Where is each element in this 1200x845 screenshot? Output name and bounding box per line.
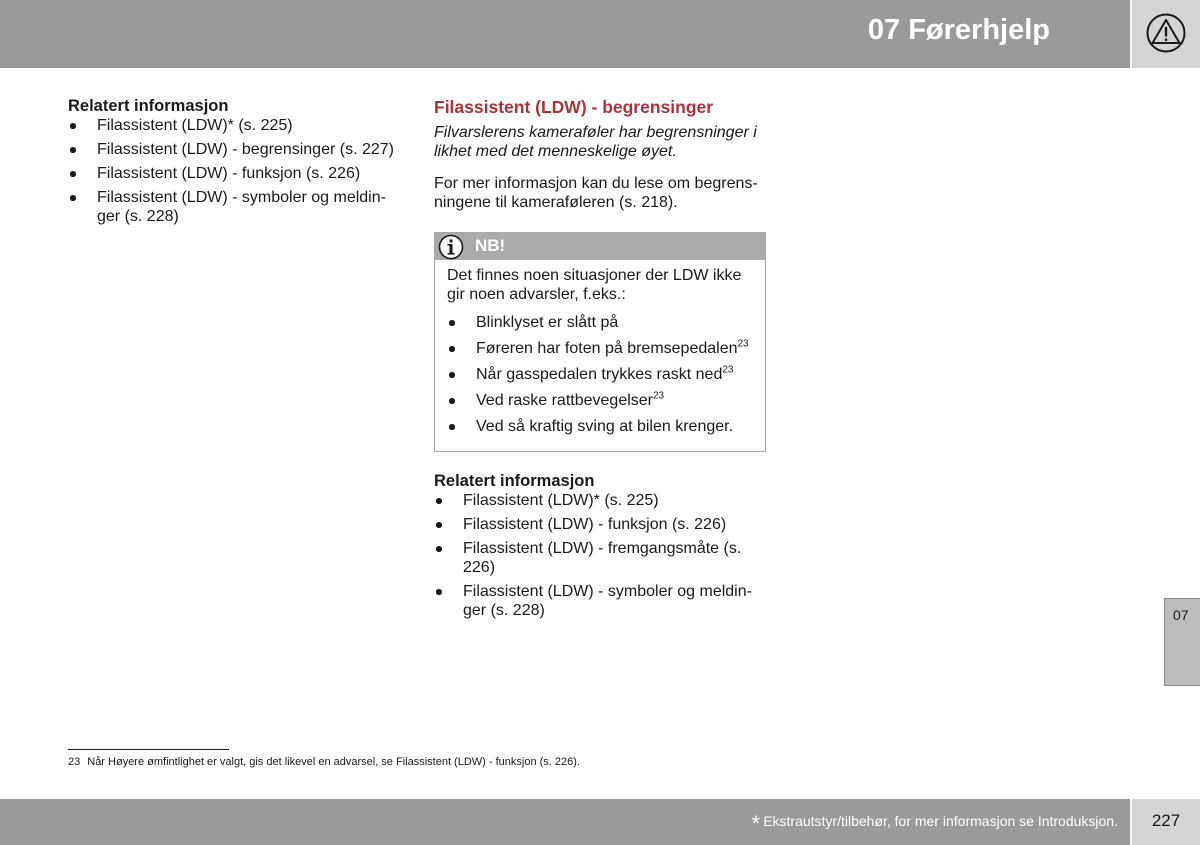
footnote-text: Når Høyere ømfintlighet er valgt, gis det likevel en advarsel, se Filassistent (LDW) - funksjon (s. 226). [87,756,580,768]
list-item [447,339,753,358]
warning-triangle-icon [1146,13,1186,53]
note-header [435,233,765,260]
note-text: Det finnes noen situasjoner der LDW ikke gir noen advarsler, f.eks.: [447,267,742,303]
footnote-ref: 23 [722,364,734,376]
footnote [68,756,580,768]
note-box [434,232,766,452]
header-bar [0,0,1130,68]
section-title: Filassistent (LDW) - begrensinger [434,97,714,117]
note-list [447,313,753,436]
warning-icon-box [1132,0,1200,68]
note-item-text: Når gasspedalen trykkes raskt ned [476,366,723,383]
footnote-divider [68,749,229,750]
list-item[interactable]: Filassistent (LDW) - funksjon (s. 226) [68,164,398,183]
page-number: 227 [1151,811,1181,830]
footnote-number: 23 [68,756,81,768]
list-item[interactable]: Filassistent (LDW)* (s. 225) [434,491,766,510]
note-item-text: Blinklyset er slått på [476,314,619,331]
footnote-ref: 23 [653,390,665,402]
list-item[interactable]: Filassistent (LDW) - begrensinger (s. 227) [68,140,398,159]
main-column [434,96,766,625]
footer-note [752,811,1118,837]
note-item-text: Ved raske rattbevegelser [476,392,653,409]
list-item[interactable]: Filassistent (LDW) - funksjon (s. 226) [434,515,766,534]
list-item [447,417,753,436]
list-item [447,365,753,384]
footnote-ref: 23 [737,338,749,350]
section-intro: Filvarslerens kameraføler har begrensninger i likhet med det menneskelige øyet. [434,124,757,160]
footer-bar [0,799,1130,845]
list-item [447,313,753,332]
note-body [435,260,765,451]
note-item-text: Føreren har foten på bremsepedalen [476,340,738,357]
related-info-list [434,491,766,620]
info-icon [438,234,464,260]
list-item[interactable]: Filassistent (LDW)* (s. 225) [68,116,398,135]
chapter-title: 07 Førerhjelp [867,14,1050,46]
left-column [68,96,398,231]
list-item[interactable]: Filassistent (LDW) - symboler og meldin-ger (s. 228) [68,188,398,226]
note-title: NB! [475,236,506,255]
asterisk-symbol: * [751,811,761,836]
section-paragraph: For mer informasjon kan du lese om begrens-ningene til kameraføleren (s. 218). [434,175,758,211]
list-item[interactable]: Filassistent (LDW) - symboler og meldin-ger (s. 228) [434,582,766,620]
page-number-box [1132,799,1200,845]
note-item-text: Ved så kraftig sving at bilen krenger. [476,418,734,435]
side-tab-label: 07 [1173,607,1189,623]
related-info-heading: Relatert informasjon [68,97,229,115]
related-info-list [68,116,398,226]
list-item[interactable]: Filassistent (LDW) - fremgangsmåte (s. 226) [434,539,766,577]
chapter-side-tab[interactable] [1164,598,1200,686]
footer-note-text: Ekstrautstyr/tilbehør, for mer informasjon se Introduksjon. [763,813,1118,829]
related-info-heading: Relatert informasjon [434,472,595,490]
list-item [447,391,753,410]
